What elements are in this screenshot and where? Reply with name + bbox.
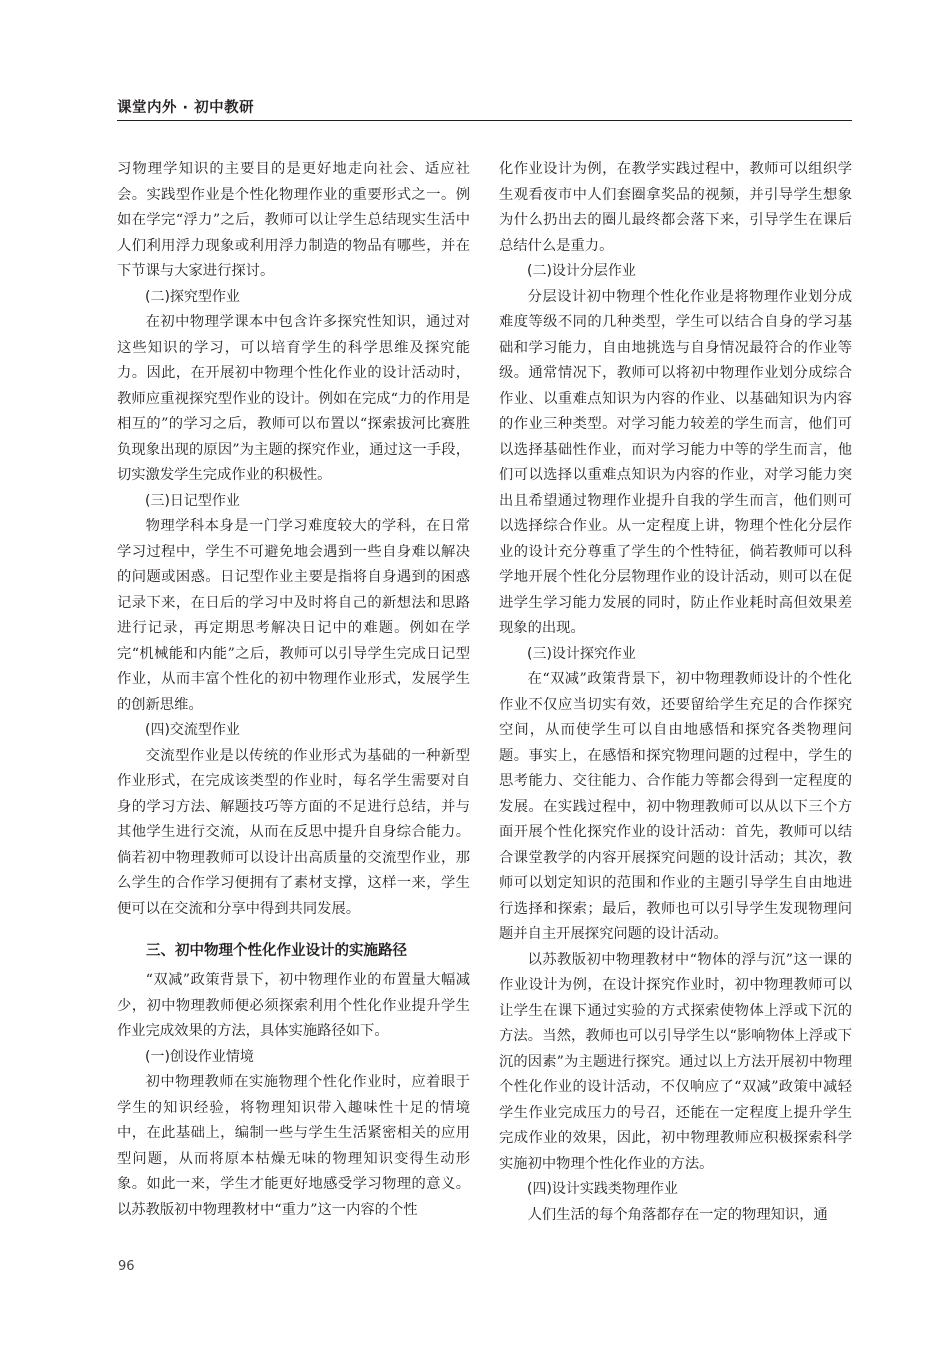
journal-column-title: 课堂内外 · 初中教研 bbox=[117, 100, 255, 116]
section-heading: 三、初中物理个性化作业设计的实施路径 bbox=[146, 943, 407, 959]
paragraph: 初中物理教师在实施物理个性化作业时，应着眼于学生的知识经验，将物理知识带入趣味性十足的情境中，在此基础上，编制一些与学生生活紧密相关的应用型问题，从而将原本枯燥无味的物理知识变得生动形象。如此一来，学生才能更好地感受学习物理的意义。以苏教版初中物理教材中“重力”这一内容的个性 bbox=[117, 1074, 470, 1218]
subheading-exchange: (四)交流型作业 bbox=[145, 722, 240, 738]
running-header bbox=[117, 96, 852, 117]
subheading-explore: (二)探究型作业 bbox=[145, 288, 240, 305]
subheading-diary: (三)日记型作业 bbox=[145, 492, 240, 509]
paragraph: 在初中物理学课本中包含许多探究性知识，通过对这些知识的学习，可以培育学生的科学思维及探究能力。因此，在开展初中物理个性化作业的设计活动时，教师应重视探究型作业的设计。例如在完成“力的作用是相互的”的学习之后，教师可以布置以“探索拔河比赛胜负现象出现的原因”为主题的探究作业，通过这一手段，切实激发学生完成作业的积极性。 bbox=[117, 314, 470, 483]
paragraph: 习物理学知识的主要目的是更好地走向社会、适应社会。实践型作业是个性化物理作业的重要形式之一。例如在学完“浮力”之后，教师可以让学生总结现实生活中人们利用浮力现象或利用浮力制造的物品有哪些，并在下节课与大家进行探讨。 bbox=[117, 161, 470, 279]
subheading-layered: (二)设计分层作业 bbox=[527, 263, 636, 279]
page-number: 96 bbox=[118, 1259, 135, 1274]
right-column bbox=[499, 157, 852, 1228]
subheading-scene: (一)创设作业情境 bbox=[145, 1048, 254, 1065]
paragraph: 在“双减”政策背景下，初中物理教师设计的个性化作业不仅应当切实有效，还要留给学生充足的合作探究空间，从而使学生可以自由地感悟和探究各类物理问题。事实上，在感悟和探究物理问题的过程中，学生的思考能力、交往能力、合作能力等都会得到一定程度的发展。在实践过程中，初中物理教师可以从以下三个方面开展个性化探究作业的设计活动：首先，教师可以结合课堂教学的内容开展探究问题的设计活动；其次，教师可以划定知识的范围和作业的主题引导学生自由地进行选择和探索；最后，教师也可以引导学生发现物理问题并自主开展探究问题的设计活动。 bbox=[499, 671, 852, 942]
subheading-inquiry: (三)设计探究作业 bbox=[527, 645, 636, 662]
paragraph: 物理学科本身是一门学习难度较大的学科，在日常学习过程中，学生不可避免地会遇到一些自身难以解决的问题或困惑。日记型作业主要是指将自身遇到的困惑记录下来，在日后的学习中及时将自己的新想法和思路进行记录，再定期思考解决日记中的难题。例如在学完“机械能和内能”之后，教师可以引导学生完成日记型作业，从而丰富个性化的初中物理作业形式，发展学生的创新思维。 bbox=[117, 518, 470, 713]
header-divider bbox=[117, 120, 852, 121]
paragraph: 分层设计初中物理个性化作业是将物理作业划分成难度等级不同的几种类型，学生可以结合自身的学习基础和学习能力，自由地挑选与自身情况最符合的作业等级。通常情况下，教师可以将初中物理作业划分成综合作业、以重难点知识为内容的作业、以基础知识为内容的作业三种类型。对学习能力较差的学生而言，他们可以选择基础性作业，而对学习能力中等的学生而言，他们可以选择以重难点知识为内容的作业，对学习能力突出且希望通过物理作业提升自我的学生而言，他们则可以选择综合作业。从一定程度上讲，物理个性化分层作业的设计充分尊重了学生的个性特征，倘若教师可以科学地开展个性化分层物理作业的设计活动，则可以在促进学生学习能力发展的同时，防止作业耗时高但效果差现象的出现。 bbox=[499, 288, 852, 636]
paragraph: 化作业设计为例，在教学实践过程中，教师可以组织学生观看夜市中人们套圈拿奖品的视频，并引导学生想象为什么扔出去的圈儿最终都会落下来，引导学生在课后总结什么是重力。 bbox=[499, 161, 852, 254]
paragraph: 交流型作业是以传统的作业形式为基础的一种新型作业形式，在完成该类型的作业时，每名学生需要对自身的学习方法、解题技巧等方面的不足进行总结，并与其他学生进行交流，从而在反思中提升自身综合能力。倘若初中物理教师可以设计出高质量的交流型作业，那么学生的合作学习便拥有了素材支撑，这样一来，学生便可以在交流和分享中得到共同发展。 bbox=[117, 747, 470, 917]
subheading-practice: (四)设计实践类物理作业 bbox=[527, 1181, 678, 1197]
paragraph: 以苏教版初中物理教材中“物体的浮与沉”这一课的作业设计为例，在设计探究作业时，初中物理教师可以让学生在课下通过实验的方式探索使物体上浮或下沉的方法。当然，教师也可以引导学生以“影响物体上浮或下沉的因素”为主题进行探究。通过以上方法开展初中物理个性化作业的设计活动，不仅响应了“双减”政策中减轻学生作业完成压力的号召，还能在一定程度上提升学生完成作业的效果，因此，初中物理教师应积极探索科学实施初中物理个性化作业的方法。 bbox=[499, 951, 852, 1172]
paragraph: “双减”政策背景下，初中物理作业的布置量大幅减少，初中物理教师便必须探索利用个性化作业提升学生作业完成效果的方法，具体实施路径如下。 bbox=[117, 972, 470, 1039]
paragraph: 人们生活的每个角落都存在一定的物理知识，通 bbox=[527, 1206, 828, 1223]
left-column bbox=[117, 157, 470, 1223]
